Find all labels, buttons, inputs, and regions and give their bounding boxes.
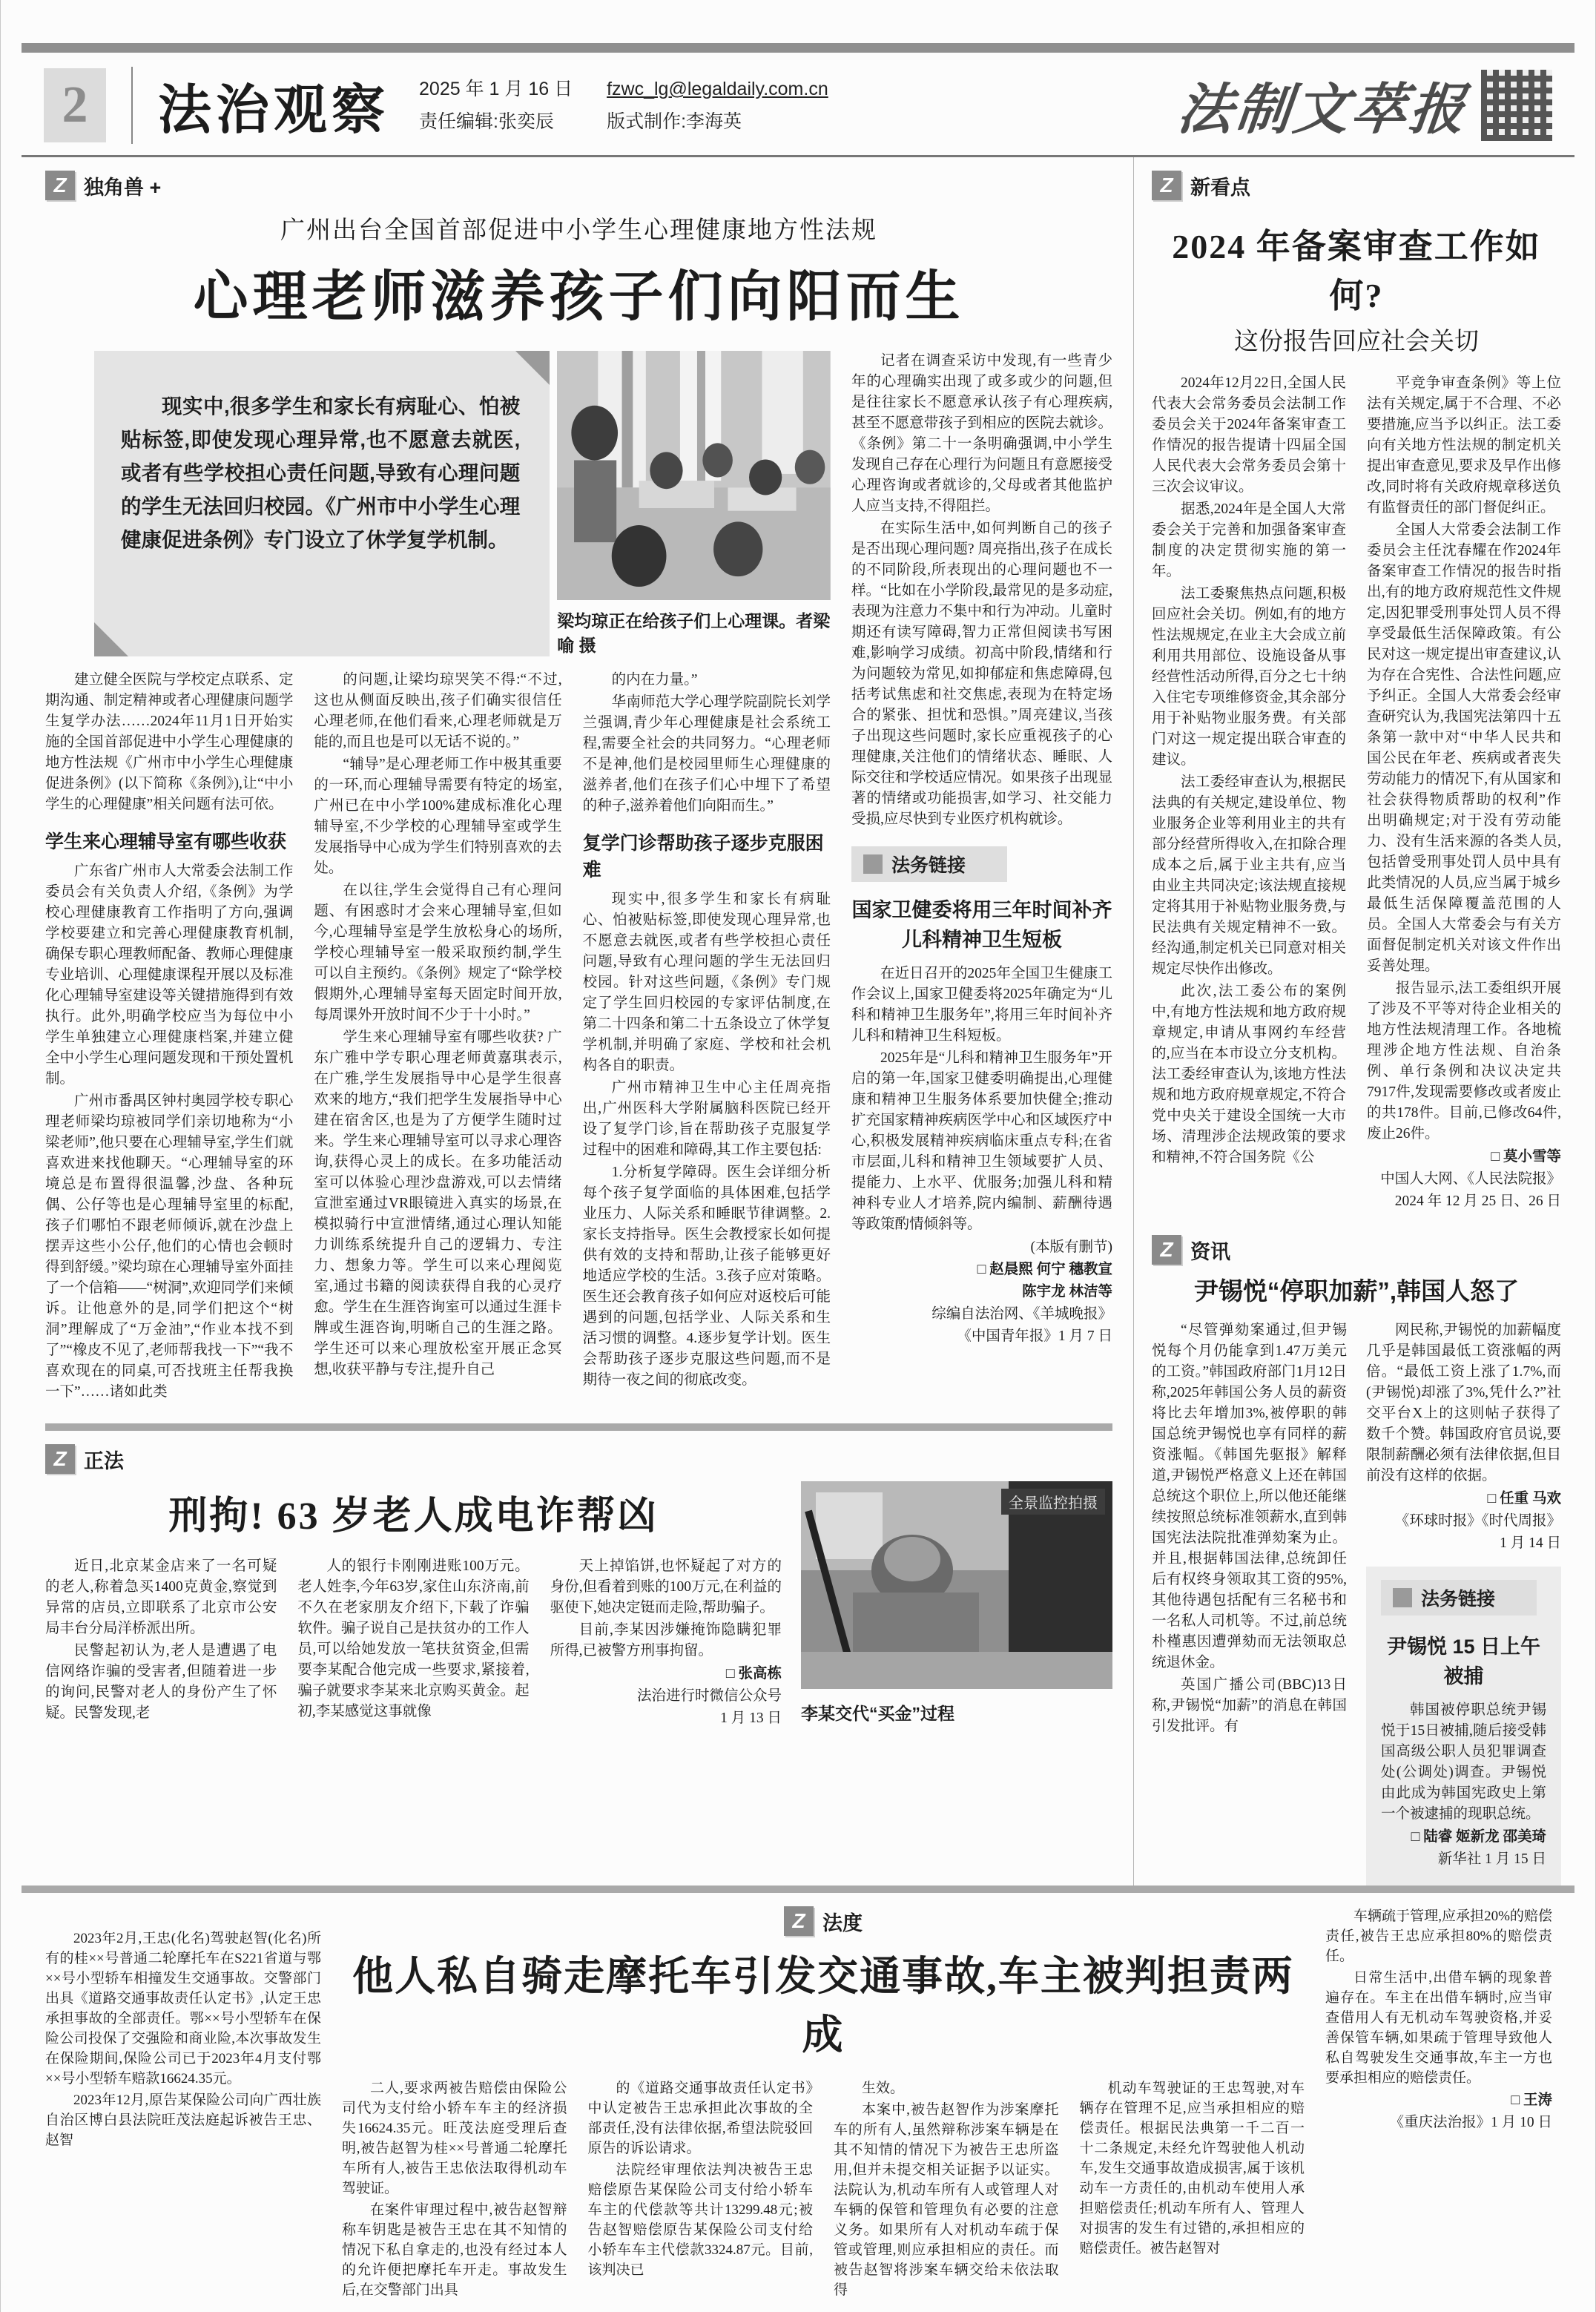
editor-note: (本版有删节) bbox=[1030, 1239, 1112, 1255]
right-rail bbox=[1134, 157, 1574, 1886]
section-tag-label: 独角兽 + bbox=[84, 176, 162, 199]
byline: □ 赵晨熙 何宁 穗教宣 bbox=[977, 1262, 1112, 1277]
source-credit: 综编自法治网、《羊城晚报》 bbox=[931, 1306, 1112, 1322]
source-credit: 1 月 14 日 bbox=[1500, 1535, 1561, 1551]
main-column bbox=[22, 157, 1134, 1886]
page-number: 2 bbox=[44, 68, 106, 142]
photo-overlay-label: 全景监控拍摄 bbox=[1001, 1489, 1105, 1515]
paragraph: 平竞争审查条例》等上位法有关规定,属于不合理、不必要措施,应当予以纠正。法工委向有关地方性法规的制定机关提出审查意见,要求及早作出修改,同时将有关政府规章移送负有监督责任的部门督促纠正。 bbox=[1367, 375, 1561, 516]
section-divider bbox=[45, 1423, 1112, 1431]
article-column-2 bbox=[297, 1556, 529, 1730]
intro-box: 现实中,很多学生和家长有病耻心、怕被贴标签,即使发现心理异常,也不愿意去就医,或者有些学校担心责任问题,导致有心理问题的学生无法回归校园。《广州市中小学生心理健康促进条例》专门设立了休学复学机制。 bbox=[94, 351, 550, 656]
paragraph: 在实际生活中,如何判断自己的孩子是否出现心理问题? 周亮指出,孩子在成长的不同阶段,所表现出的心理问题也不一样。“比如在小学阶段,最常见的是多动症,表现为注意力不集中和行为冲动。儿童时期还有读写障碍,智力正常但阅读书写困难,影响学习成绩。初高中阶段,情绪和行为问题较为常见,如抑郁症和焦虑障碍,包括考试焦虑和社交焦虑,表现为在特定场合的紧张、担忧和恐惧。”周亮建议,当孩子出现这些问题时,家长应重视孩子的心理健康,关注他们的情绪状态、睡眠、人际交往和学校适应情况。如果孩子出现显著的情绪或功能损害,如学习、社交能力受损,应尽快到专业医疗机构就诊。 bbox=[851, 521, 1112, 827]
byline: □ 莫小雪等 bbox=[1491, 1149, 1561, 1165]
article-column-3 bbox=[583, 670, 831, 1404]
paragraph: 的内在力量。” bbox=[611, 672, 698, 688]
paragraph: 的问题,让梁均琼哭笑不得:“不过,这也从侧面反映出,孩子们确实很信任心理老师,在他们看来,心理老师就是万能的,而且也是可以无话不说的。” bbox=[314, 672, 562, 751]
article-column-2 bbox=[1366, 1320, 1561, 1886]
legal-link-box-yoon bbox=[1366, 1567, 1561, 1886]
paragraph: 二人,要求两被告赔偿由保险公司代为支付给小轿车车主的经济损失16624.35元。旺茂法庭受理后查明,被告赵智为桂××号普通二轮摩托车所有人,被告王忠依法取得机动车驾驶证。 bbox=[342, 2081, 567, 2196]
article-motorcycle-liability bbox=[22, 1893, 1574, 2302]
legal-link-label: 法务链接 bbox=[1381, 1580, 1537, 1616]
paragraph: 报告显示,法工委组织开展了涉及不平等对待企业相关的地方性法规清理工作。各地梳理涉企地方性法规、自治条例、单行条例和决议决定共7917件,发现需要修改或者废止的共178件。目前,已修改64件,废止26件。 bbox=[1367, 981, 1561, 1142]
section-tag-unicorn bbox=[45, 171, 1112, 200]
byline: 陈宇龙 林洁等 bbox=[1022, 1284, 1112, 1300]
paragraph: 车辆疏于管理,应承担20%的赔偿责任,被告王忠应承担80%的赔偿责任。 bbox=[1325, 1908, 1552, 1964]
z-logo-icon: Z bbox=[1152, 1235, 1181, 1265]
byline: □ 张高栋 bbox=[725, 1666, 782, 1682]
article-kicker: 广州出台全国首部促进中小学生心理健康地方性法规 bbox=[280, 217, 877, 244]
article-yoon-salary bbox=[1152, 1235, 1561, 1886]
article-headline: 2024 年备案审查工作如何? bbox=[1172, 228, 1541, 314]
section-tag-zhengfa bbox=[45, 1444, 1112, 1474]
section-divider bbox=[22, 1886, 1574, 1893]
paragraph: 的《道路交通事故责任认定书》中认定被告王忠承担此次事故的全部责任,没有法律依据,希望法院驳回原告的诉讼请求。 bbox=[587, 2081, 813, 2156]
section-tag-xinkandian bbox=[1152, 171, 1561, 200]
source-credit: 《环球时报》《时代周报》 bbox=[1394, 1513, 1561, 1529]
source-credit: 《重庆法治报》1 月 10 日 bbox=[1389, 2115, 1552, 2130]
qr-code-icon bbox=[1481, 70, 1552, 141]
source-credit: 《中国青年报》1 月 7 日 bbox=[957, 1328, 1112, 1344]
legal-link-label: 法务链接 bbox=[851, 846, 1007, 882]
z-logo-icon: Z bbox=[45, 1444, 75, 1474]
email-link[interactable]: fzwc_lg@legaldaily.com.cn bbox=[607, 79, 828, 99]
paragraph: 在近日召开的2025年全国卫生健康工作会议上,国家卫健委将2025年确定为“儿科和精神卫生服务年”,将用三年时间补齐儿科和精神卫生科短板。 bbox=[851, 966, 1112, 1044]
article-column-1 bbox=[1152, 1320, 1347, 1886]
paragraph: “尽管弹劾案通过,但尹锡悦每个月仍能拿到1.47万美元的工资。”韩国政府部门1月12日称,2025年韩国公务人员的薪资将比去年增加3%,被停职的韩国总统尹锡悦也享有同样的薪资涨幅。《韩国先驱报》解释道,尹锡悦严格意义上还在韩国总统这个职位上,所以他还能继续按照总统标准领薪水,直到韩国宪法法院批准弹劾案为止。并且,根据韩国法律,总统卸任后有权终身领取其工资的95%,其他待遇包括配有三名秘书和一名私人司机等。不过,前总统朴槿惠因遭弹劾而无法领取总统退休金。 bbox=[1152, 1323, 1347, 1670]
paragraph: 2023年2月,王忠(化名)驾驶赵智(化名)所有的桂××号普通二轮摩托车在S221省道与鄂××号小型轿车相撞发生交通事故。交警部门出具《道路交通事故责任认定书》,认定王忠承担事故的全部责任。鄂××号小型轿车在保险公司投保了交强险和商业险,本次事故发生在保险期间,保险公司已于2023年4月支付鄂××号小型轿车赔款16624.35元。 bbox=[45, 1931, 321, 2087]
article-fraud-arrest bbox=[45, 1444, 1112, 1730]
square-bullet-icon bbox=[863, 854, 883, 874]
designer-credit: 版式制作:李海英 bbox=[607, 111, 742, 132]
masthead bbox=[1174, 66, 1552, 145]
paragraph: 2023年12月,原告某保险公司向广西壮族自治区博白县法院旺茂法庭起诉被告王忠、赵智 bbox=[45, 2092, 321, 2148]
source-credit: 新华社 1 月 15 日 bbox=[1437, 1851, 1546, 1867]
column-subhead: 学生来心理辅导室有哪些收获 bbox=[45, 831, 287, 853]
paragraph: 天上掉馅饼,也怀疑起了对方的身份,但看着到账的100万元,在利益的驱使下,她决定铤而走险,帮助骗子。 bbox=[550, 1558, 782, 1616]
paragraph: 日常生活中,出借车辆的现象普遍存在。车主在出借车辆时,应当审查借用人有无机动车驾驶资格,并妥善保管车辆,如果疏于管理导致他人私自驾驶发生交通事故,车主一方也要承担相应的赔偿责任。 bbox=[1325, 1970, 1552, 2086]
paragraph: 全国人大常委会法制工作委员会主任沈春耀在作2024年备案审查工作情况的报告时指出,有的地方政府规范性文件规定,因犯罪受刑事处罚人员不得享受最低生活保障政策。有公民对这一规定提出审查建议,认为存在合宪性、合法性问题,应予纠正。全国人大常委会经审查研究认为,我国宪法第四十五条第一款中对“中华人民共和国公民在年老、疾病或者丧失劳动能力的情况下,有从国家和社会获得物质帮助的权利”作出明确规定;对于没有劳动能力、没有生活来源的各类人员,包括曾受刑事处罚人员中具有此类情况的人员,应当属于城乡最低生活保障覆盖范围的人员。全国人大常委会与有关方面督促制定机关对该文件作出妥善处理。 bbox=[1367, 522, 1561, 974]
article-column-right bbox=[1325, 1906, 1552, 2302]
paragraph: 记者在调查采访中发现,有一些青少年的心理确实出现了或多或少的问题,但是往往家长不愿意承认孩子有心理疾病,甚至不愿意带孩子到相应的医院去就诊。《条例》第二十一条明确强调,中小学生发现自己存在心理行为问题且有意愿接受心理咨询或者就诊的,父母或者其他监护人应当支持,不得阻拦。 bbox=[851, 353, 1112, 514]
z-logo-icon: Z bbox=[1152, 171, 1181, 200]
article-subhead: 这份报告回应社会关切 bbox=[1234, 329, 1479, 355]
link-box-title: 国家卫健委将用三年时间补齐儿科精神卫生短板 bbox=[851, 899, 1112, 951]
photo-caption: 李某交代“买金”过程 bbox=[801, 1704, 954, 1724]
section-tag-fadu bbox=[342, 1906, 1305, 1936]
issue-date: 2025 年 1 月 16 日 bbox=[419, 79, 573, 99]
paragraph: 英国广播公司(BBC)13日称,尹锡悦“加薪”的消息在韩国引发批评。有 bbox=[1152, 1677, 1347, 1734]
section-tag-zixun bbox=[1152, 1235, 1561, 1265]
article-column-2 bbox=[314, 670, 561, 1404]
paragraph: “辅导”是心理老师工作中极其重要的一环,而心理辅导需要有特定的场室,广州已在中小学100%建成标准化心理辅导室,不少学校的心理辅导室或学生发展指导中心成为学生们特别喜欢的去处。 bbox=[314, 757, 562, 877]
paragraph: 此次,法工委公布的案例中,有地方性法规和地方政府规章规定,申请从事网约车经营的,应当在本市设立分支机构。法工委经审查认为,该地方性法规和地方政府规章规定,不符合党中央关于建设全国统一大市场、清理涉企法规政策的要求和精神,不符合国务院《公 bbox=[1152, 984, 1346, 1165]
top-bar bbox=[22, 43, 1574, 53]
classroom-photo bbox=[557, 351, 831, 600]
article-column-1 bbox=[1152, 373, 1346, 1213]
paragraph: 网民称,尹锡悦的加薪幅度几乎是韩国最低工资涨幅的两倍。“最低工资上涨了1.7%,而(尹锡悦)却涨了3%,凭什么?”社交平台X上的这则帖子获得了数千个赞。韩国政府官员说,要限制薪酬必须有法律依据,但目前没有这样的依据。 bbox=[1366, 1323, 1561, 1483]
paragraph: 2025年是“儿科和精神卫生服务年”开启的第一年,国家卫健委明确提出,心理健康和精神卫生服务体系要加快健全;推动扩充国家精神疾病医学中心和区域医疗中心,积极发展精神疾病临床重点专科;在省市层面,儿科和精神卫生领域要扩人员、提能力、上水平、优服务;加强儿科和精神科专业人才培养,院内编制、薪酬待遇等政策酌情倾斜等。 bbox=[851, 1050, 1112, 1232]
paragraph: 1.分析复学障碍。医生会详细分析每个孩子复学面临的具体困难,包括学业压力、人际关系和睡眠节律调整。2.家长支持指导。医生会教授家长如何提供有效的支持和帮助,让孩子能够更好地适应学校的生活。3.孩子应对策略。医生还会教育孩子如何应对返校后可能遇到的问题,包括学业、人际关系和生活习惯的调整。4.逐步复学计划。医生会帮助孩子逐步克服这些问题,而不是期待一夜之间的彻底改变。 bbox=[582, 1165, 831, 1389]
paragraph: 本案中,被告赵智作为涉案摩托车的所有人,虽然辩称涉案车辆是在其不知情的情况下为被告王忠所盗用,但并未提交相关证据予以证实。法院认为,机动车所有人或管理人对车辆的保管和管理负有必要的注意义务。如果所有人对机动车疏于保管或管理,则应承担相应的责任。而被告赵智将涉案车辆交给未依法取得 bbox=[834, 2102, 1059, 2298]
photo-caption: 梁均琼正在给孩子们上心理课。者梁喻 摄 bbox=[557, 611, 831, 656]
article-column-4 bbox=[1080, 2078, 1305, 2302]
paragraph: 法工委经审查认为,根据民法典的有关规定,建设单位、物业服务企业等利用业主的共有部分经营所得收入,在扣除合理成本之后,属于业主共有,应当由业主共同决定;该法规直接规定将其用于补贴物业服务费,与民法典有关规定精神不一致。经沟通,制定机关已同意对相关规定尽快作出修改。 bbox=[1152, 774, 1346, 977]
page-header bbox=[22, 53, 1574, 157]
article-headline: 他人私自骑走摩托车引发交通事故,车主被判担责两成 bbox=[352, 1954, 1294, 2058]
article-headline: 尹锡悦“停职加薪”,韩国人怒了 bbox=[1193, 1277, 1520, 1305]
article-headline: 刑拘! 63 岁老人成电诈帮凶 bbox=[168, 1495, 659, 1538]
paragraph: 广东省广州市人大常委会法制工作委员会有关负责人介绍,《条例》为学校心理健康教育工作指明了方向,强调学校要建立和完善心理健康教育机制,确保专职心理教师配备、教师心理健康专业培训、心理健康课程开展以及标准化心理辅导室建设等关键措施得到有效执行。此外,明确学校应当为每位中小学生单独建立心理健康档案,并建立健全中小学生心理问题发现和干预处置机制。 bbox=[45, 863, 294, 1087]
article-column-1 bbox=[45, 1556, 277, 1730]
paragraph: 目前,李某因涉嫌掩饰隐瞒犯罪所得,已被警方刑事拘留。 bbox=[550, 1622, 782, 1659]
classroom-photo-block bbox=[557, 351, 831, 656]
article-column-2 bbox=[588, 2078, 814, 2302]
legal-link-box-health bbox=[851, 846, 1112, 1348]
paragraph: 在案件审理过程中,被告赵智辩称车钥匙是被告王忠在其不知情的情况下私自拿走的,也没有经过本人的允许便把摩托车开走。事故发生后,在交警部门出具 bbox=[342, 2202, 567, 2298]
paragraph: 机动车驾驶证的王忠驾驶,对车辆存在管理不足,应当承担相应的赔偿责任。根据民法典第一千二百一十二条规定,未经允许驾驶他人机动车,发生交通事故造成损害,属于该机动车一方责任的,由机动车使用人承担赔偿责任;机动车所有人、管理人对损害的发生有过错的,承担相应的赔偿责任。被告赵智对 bbox=[1079, 2081, 1305, 2256]
section-tag-label: 正法 bbox=[84, 1449, 124, 1472]
z-logo-icon: Z bbox=[45, 171, 75, 200]
masthead-title: 法制文萃报 bbox=[1174, 80, 1471, 141]
paragraph: 学生来心理辅导室有哪些收获? 广东广雅中学专职心理老师黄嘉琪表示,在广雅,学生发展指导中心是学生很喜欢来的地方,“我们把学生发展指导中心建在宿舍区,也是为了方便学生随时过来。学生来心理辅导室可以寻求心理咨询,获得心灵上的成长。在多功能活动室可以体验心理沙盘游戏,可以去情绪宣泄室通过VR眼镜进入真实的场景,在模拟骑行中宣泄情绪,通过心理认知能力训练系统提升自己的逻辑力、专注力、想象力等。学生可以来心理阅览室,通过书籍的阅读获得自我的心灵疗愈。学生在生涯咨询室可以通过生涯卡牌或生涯咨询,明晰自己的生涯之路。学生还可以来心理放松室开展正念冥想,收获平静与专注,提升自己 bbox=[314, 1030, 562, 1378]
article-psych-health bbox=[45, 211, 1112, 1404]
source-credit: 1 月 13 日 bbox=[720, 1710, 782, 1727]
article-column-2 bbox=[1367, 373, 1561, 1213]
article-column-3 bbox=[550, 1556, 782, 1730]
paragraph: 生效。 bbox=[862, 2081, 905, 2096]
article-column-3 bbox=[834, 2078, 1059, 2302]
paragraph: 现实中,很多学生和家长有病耻心、怕被贴标签,即使发现心理异常,也不愿意去就医,或者有些学校担心责任问题,导致有心理问题的学生无法回归校园。针对这些问题,《条例》专门规定了学生回归校园的专家评估制度,在第二十四条和第二十五条设立了休学复学机制,并明确了家庭、学校和社会机构各自的职责。 bbox=[582, 892, 831, 1074]
link-box-title: 尹锡悦 15 日上午被捕 bbox=[1386, 1636, 1541, 1687]
section-tag-label: 资讯 bbox=[1190, 1240, 1230, 1263]
paragraph: 在以往,学生会觉得自己有心理问题、有困惑时才会来心理辅导室,但如今,心理辅导室是学生放松身心的场所,学校心理辅导室一般采取预约制,学生可以自主预约。《条例》规定了“除学校假期外,心理辅导室每天固定时间开放,每周课外开放时间不少于十小时。” bbox=[314, 883, 562, 1024]
paragraph: 民警起初认为,老人是遭遇了电信网络诈骗的受害者,但随着进一步的询问,民警对老人的身份产生了怀疑。民警发现,老 bbox=[45, 1643, 277, 1722]
paragraph: 人的银行卡刚刚进账100万元。老人姓李,今年63岁,家住山东济南,前不久在老家朋友介绍下,下载了诈骗软件。骗子说自己是扶贫办的工作人员,可以给她发放一笔扶贫资金,但需要李某配合他完成一些要求,紧接着,骗子就要求李某来北京购买黄金。起初,李某感觉这事就像 bbox=[297, 1558, 530, 1720]
article-column-1 bbox=[342, 2078, 567, 2302]
paragraph: 广州市精神卫生中心主任周亮指出,广州医科大学附属脑科医院已经开设了复学门诊,旨在帮助孩子克服复学过程中的困难和障碍,其工作主要包括: bbox=[582, 1080, 831, 1159]
byline: □ 王涛 bbox=[1511, 2092, 1552, 2108]
column-subhead: 复学门诊帮助孩子逐步克服困难 bbox=[582, 833, 824, 881]
article-column-1 bbox=[45, 670, 293, 1404]
paragraph: 建立健全医院与学校定点联系、定期沟通、制定精神或者心理健康问题学生复学办法……2024年11月1日开始实施的全国首部促进中小学生心理健康的地方性法规《广州市中小学生心理健康促进条例》(以下简称《条例》),让“中小学生的心理健康”相关问题有法可依。 bbox=[45, 672, 294, 813]
section-tag-label: 新看点 bbox=[1190, 176, 1250, 199]
paragraph: 法院经审理依法判决被告王忠赔偿原告某保险公司支付给小轿车车主的代偿款等共计13299.48元;被告赵智赔偿原告某保险公司支付给小轿车车主代偿款3324.87元。目前,该判决已 bbox=[587, 2162, 813, 2278]
byline: □ 陆睿 姬新龙 邵美琦 bbox=[1411, 1829, 1546, 1845]
article-headline: 心理老师滋养孩子们向阳而生 bbox=[193, 267, 965, 328]
article-column-4 bbox=[851, 351, 1112, 1404]
byline: □ 任重 马欢 bbox=[1487, 1491, 1561, 1506]
source-credit: 中国人大网、《人民法院报》 bbox=[1380, 1171, 1561, 1187]
page-section-title: 法治观察 bbox=[131, 67, 389, 144]
paragraph: 近日,北京某金店来了一名可疑的老人,称着急买1400克黄金,察觉到异常的店员,立即联系了北京市公安局丰台分局洋桥派出所。 bbox=[45, 1558, 277, 1637]
issue-meta bbox=[419, 73, 573, 138]
contact-meta bbox=[607, 73, 828, 138]
z-logo-icon: Z bbox=[784, 1906, 814, 1936]
paragraph: 广州市番禺区钟村奥园学校专职心理老师梁均琼被同学们亲切地称为“小梁老师”,他只要在心理辅导室,学生们就喜欢进来找他聊天。“心理辅导室的环境总是布置得很温馨,沙盘、各种玩偶、公仔等也是心理辅导室里的标配,孩子们哪怕不跟老师倾诉,就在沙盘上摆弄这些小公仔,他们的心情也会顿时得到舒缓。”梁均琼在心理辅导室外面挂了一个信箱——“树洞”,欢迎同学们来倾诉。让他意外的是,同学们把这个“树洞”理解成了“万金油”,“作业本找不到了”“橡皮不见了,老师帮我找一下”“我不喜欢现在的同桌,可否找班主任帮我换一下”……诸如此类 bbox=[45, 1093, 294, 1400]
paragraph: 2024年12月22日,全国人民代表大会常务委员会法制工作委员会关于2024年备案审查工作情况的报告提请十四届全国人民代表大会常务委员会第十三次会议审议。 bbox=[1152, 375, 1346, 495]
article-filing-review bbox=[1152, 171, 1561, 1213]
paragraph: 据悉,2024年是全国人大常委会关于完善和加强备案审查制度的决定贯彻实施的第一年。 bbox=[1152, 501, 1346, 579]
square-bullet-icon bbox=[1393, 1588, 1412, 1607]
paragraph: 法工委聚焦热点问题,积极回应社会关切。例如,有的地方性法规规定,在业主大会成立前利用共用部位、设施设备从事经营性活动所得,百分之七十纳入住宅专项维修资金,其余部分用于补贴物业服务费。有关部门对这一规定提出联合审查的建议。 bbox=[1152, 586, 1346, 768]
source-credit: 2024 年 12 月 25 日、26 日 bbox=[1394, 1193, 1561, 1209]
paragraph: 韩国被停职总统尹锡悦于15日被捕,随后接受韩国高级公职人员犯罪调查处(公调处)调查。尹锡悦由此成为韩国宪政史上第一个被逮捕的现职总统。 bbox=[1381, 1702, 1546, 1822]
article-column-left bbox=[45, 1906, 321, 2302]
source-credit: 法治进行时微信公众号 bbox=[636, 1688, 782, 1705]
section-tag-label: 法度 bbox=[822, 1911, 863, 1934]
paragraph: 华南师范大学心理学院副院长刘学兰强调,青少年心理健康是社会系统工程,需要全社会的共同努力。“心理老师不是神,他们是校园里师生心理健康的滋养者,他们在孩子们心中埋下了希望的种子,滋养着他们向阳而生。” bbox=[582, 694, 831, 814]
editor-credit: 责任编辑:张奕辰 bbox=[419, 111, 554, 132]
interrogation-photo-block bbox=[801, 1481, 1112, 1730]
